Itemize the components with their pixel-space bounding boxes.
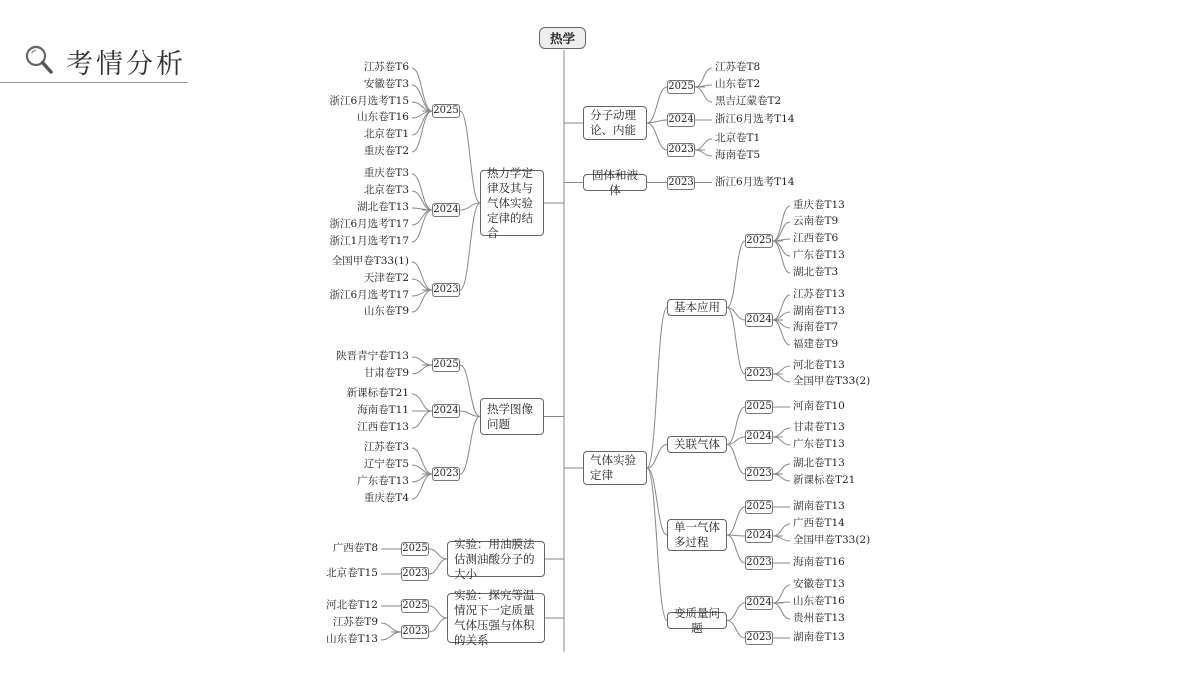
paper-item: 江苏卷T8 (715, 61, 761, 73)
paper-item: 海南卷T7 (793, 321, 839, 333)
root-node: 热学 (539, 27, 586, 49)
paper-item: 海南卷T11 (357, 404, 409, 416)
topic-node: 固体和液体 (583, 174, 647, 191)
paper-item: 黑吉辽蒙卷T2 (715, 95, 782, 107)
connector-line (412, 210, 432, 225)
paper-item: 福建卷T9 (793, 338, 839, 350)
connector-line (429, 549, 447, 559)
connector-line (773, 241, 790, 256)
connector-line (773, 206, 790, 241)
paper-item: 贵州卷T13 (793, 612, 845, 624)
paper-item: 江苏卷T6 (363, 61, 409, 73)
connector-line (773, 428, 790, 437)
paper-item: 江苏卷T9 (332, 616, 378, 628)
connector-line (460, 417, 480, 475)
year-badge: 2025 (746, 235, 772, 246)
paper-item: 新课标卷T21 (793, 474, 856, 486)
year-badge: 2023 (668, 176, 694, 188)
paper-item: 广西卷T8 (332, 542, 378, 554)
connector-line (429, 559, 447, 574)
connector-line (773, 536, 790, 541)
connector-line (773, 437, 790, 445)
connector-line (773, 603, 790, 619)
paper-item: 河南卷T10 (793, 400, 845, 412)
connector-line (647, 468, 667, 621)
connector-line (727, 308, 745, 375)
connector-line (412, 411, 432, 428)
connector-line (727, 535, 745, 563)
connector-line (647, 445, 667, 469)
paper-item: 河北卷T12 (326, 599, 378, 611)
connector-line (773, 474, 790, 481)
topic-node: 气体实验定律 (583, 451, 647, 485)
paper-item: 山东卷T13 (326, 633, 378, 645)
year-badge: 2023 (746, 368, 772, 379)
connector-line (695, 68, 712, 87)
subtopic-node: 单一气体多过程 (667, 519, 727, 551)
paper-item: 辽宁卷T5 (363, 458, 409, 470)
connector-line (727, 603, 745, 621)
paper-item: 安徽卷T13 (793, 578, 845, 590)
connector-line (695, 150, 712, 156)
year-badge: 2024 (746, 530, 772, 541)
year-badge: 2023 (402, 568, 428, 579)
paper-item: 浙江6月选考T15 (329, 95, 409, 107)
connector-line (727, 445, 745, 475)
year-badge: 2024 (668, 114, 694, 125)
paper-item: 湖南卷T13 (793, 500, 845, 512)
connector-line (647, 123, 667, 150)
paper-item: 广东卷T13 (793, 249, 845, 261)
paper-item: 天津卷T2 (363, 272, 409, 284)
paper-item: 湖南卷T13 (793, 631, 845, 643)
paper-item: 海南卷T5 (715, 149, 761, 161)
year-badge: 2023 (746, 468, 772, 479)
paper-item: 北京卷T1 (715, 132, 761, 144)
connector-line (773, 524, 790, 536)
year-badge: 2025 (402, 543, 428, 554)
paper-item: 海南卷T16 (793, 556, 845, 568)
paper-item: 广西卷T14 (793, 517, 845, 529)
year-badge: 2025 (746, 401, 772, 412)
paper-item: 江西卷T13 (357, 421, 409, 433)
paper-item: 湖北卷T13 (793, 457, 845, 469)
paper-item: 湖南卷T13 (793, 305, 845, 317)
connector-line (412, 262, 432, 290)
paper-item: 云南卷T9 (793, 215, 839, 227)
paper-item: 浙江6月选考T17 (329, 289, 409, 301)
connector-line (773, 374, 790, 382)
paper-item: 湖北卷T3 (793, 266, 839, 278)
paper-item: 湖北卷T13 (357, 201, 409, 213)
paper-item: 重庆卷T2 (363, 145, 409, 157)
connector-line (460, 411, 480, 417)
connector-line (412, 394, 432, 411)
connector-line (647, 308, 667, 469)
connector-line (412, 279, 432, 290)
connector-line (727, 621, 745, 639)
paper-item: 江西卷T6 (793, 232, 839, 244)
year-badge: 2024 (746, 314, 772, 325)
year-badge: 2025 (746, 501, 772, 512)
subtopic-node: 关联气体 (667, 436, 727, 453)
paper-item: 江苏卷T13 (793, 288, 845, 300)
paper-item: 重庆卷T4 (363, 492, 409, 504)
subtopic-node: 变质量问题 (667, 612, 727, 629)
connector-line (381, 623, 401, 632)
paper-item: 全国甲卷T33(1) (331, 255, 409, 267)
topic-node: 实验：探究等温情况下一定质量气体压强与体积的关系 (447, 593, 545, 643)
paper-item: 山东卷T2 (715, 78, 761, 90)
page-title: 考情分析 (66, 49, 186, 80)
connector-line (647, 87, 667, 123)
year-badge: 2023 (668, 144, 694, 155)
connector-line (429, 618, 447, 632)
connector-line (460, 203, 480, 290)
connector-line (381, 632, 401, 640)
connector-line (727, 507, 745, 535)
paper-item: 甘肃卷T9 (363, 367, 409, 379)
paper-item: 广东卷T13 (793, 438, 845, 450)
year-badge: 2025 (668, 81, 694, 92)
year-badge: 2024 (433, 204, 459, 215)
connector-line (412, 68, 432, 111)
connector-line (412, 357, 432, 365)
paper-item: 新课标卷T21 (346, 387, 409, 399)
paper-item: 全国甲卷T33(2) (793, 375, 871, 387)
year-badge: 2023 (746, 557, 772, 568)
year-badge: 2025 (433, 105, 459, 116)
topic-node: 热力学定律及其与气体实验定律的结合 (480, 170, 544, 236)
year-badge: 2024 (433, 405, 459, 416)
connector-line (412, 365, 432, 374)
paper-item: 广东卷T13 (357, 475, 409, 487)
connector-line (773, 366, 790, 374)
connector-line (773, 241, 790, 273)
connector-line (695, 87, 712, 102)
connector-line (429, 606, 447, 618)
paper-item: 北京卷T1 (363, 128, 409, 140)
paper-item: 重庆卷T3 (363, 167, 409, 179)
paper-item: 浙江1月选考T17 (329, 235, 409, 247)
connector-line (773, 585, 790, 603)
connector-line (412, 210, 432, 242)
topic-node: 热学图像问题 (480, 398, 544, 435)
paper-item: 安徽卷T3 (363, 78, 409, 90)
connector-line (695, 139, 712, 150)
paper-item: 甘肃卷T13 (793, 421, 845, 433)
year-badge: 2023 (746, 632, 772, 643)
connector-line (727, 241, 745, 308)
paper-item: 北京卷T3 (363, 184, 409, 196)
connector-line (460, 111, 480, 203)
paper-item: 山东卷T16 (357, 111, 409, 123)
topic-node: 实验：用油膜法估测油酸分子的大小 (447, 541, 545, 577)
paper-item: 河北卷T13 (793, 359, 845, 371)
paper-item: 北京卷T15 (326, 567, 378, 579)
paper-item: 山东卷T16 (793, 595, 845, 607)
paper-item: 浙江6月选考T14 (715, 175, 795, 188)
connector-line (412, 191, 432, 210)
year-badge: 2023 (402, 626, 428, 637)
connector-line (412, 111, 432, 152)
year-badge: 2025 (402, 600, 428, 611)
connector-line (727, 407, 745, 445)
subtopic-node: 基本应用 (667, 299, 727, 316)
paper-item: 浙江6月选考T14 (715, 113, 795, 125)
connector-line (647, 468, 667, 535)
year-badge: 2024 (746, 431, 772, 442)
year-badge: 2025 (433, 359, 459, 370)
connector-line (773, 464, 790, 474)
paper-item: 陕晋青宁卷T13 (336, 350, 409, 362)
paper-item: 浙江6月选考T17 (329, 218, 409, 230)
paper-item: 全国甲卷T33(2) (793, 534, 871, 546)
topic-node: 分子动理论、内能 (583, 106, 647, 140)
year-badge: 2024 (746, 597, 772, 608)
paper-item: 江苏卷T3 (363, 441, 409, 453)
year-badge: 2023 (433, 468, 459, 479)
connector-line (460, 365, 480, 417)
paper-item: 山东卷T9 (363, 305, 409, 317)
paper-item: 重庆卷T13 (793, 199, 845, 211)
year-badge: 2023 (433, 284, 459, 295)
